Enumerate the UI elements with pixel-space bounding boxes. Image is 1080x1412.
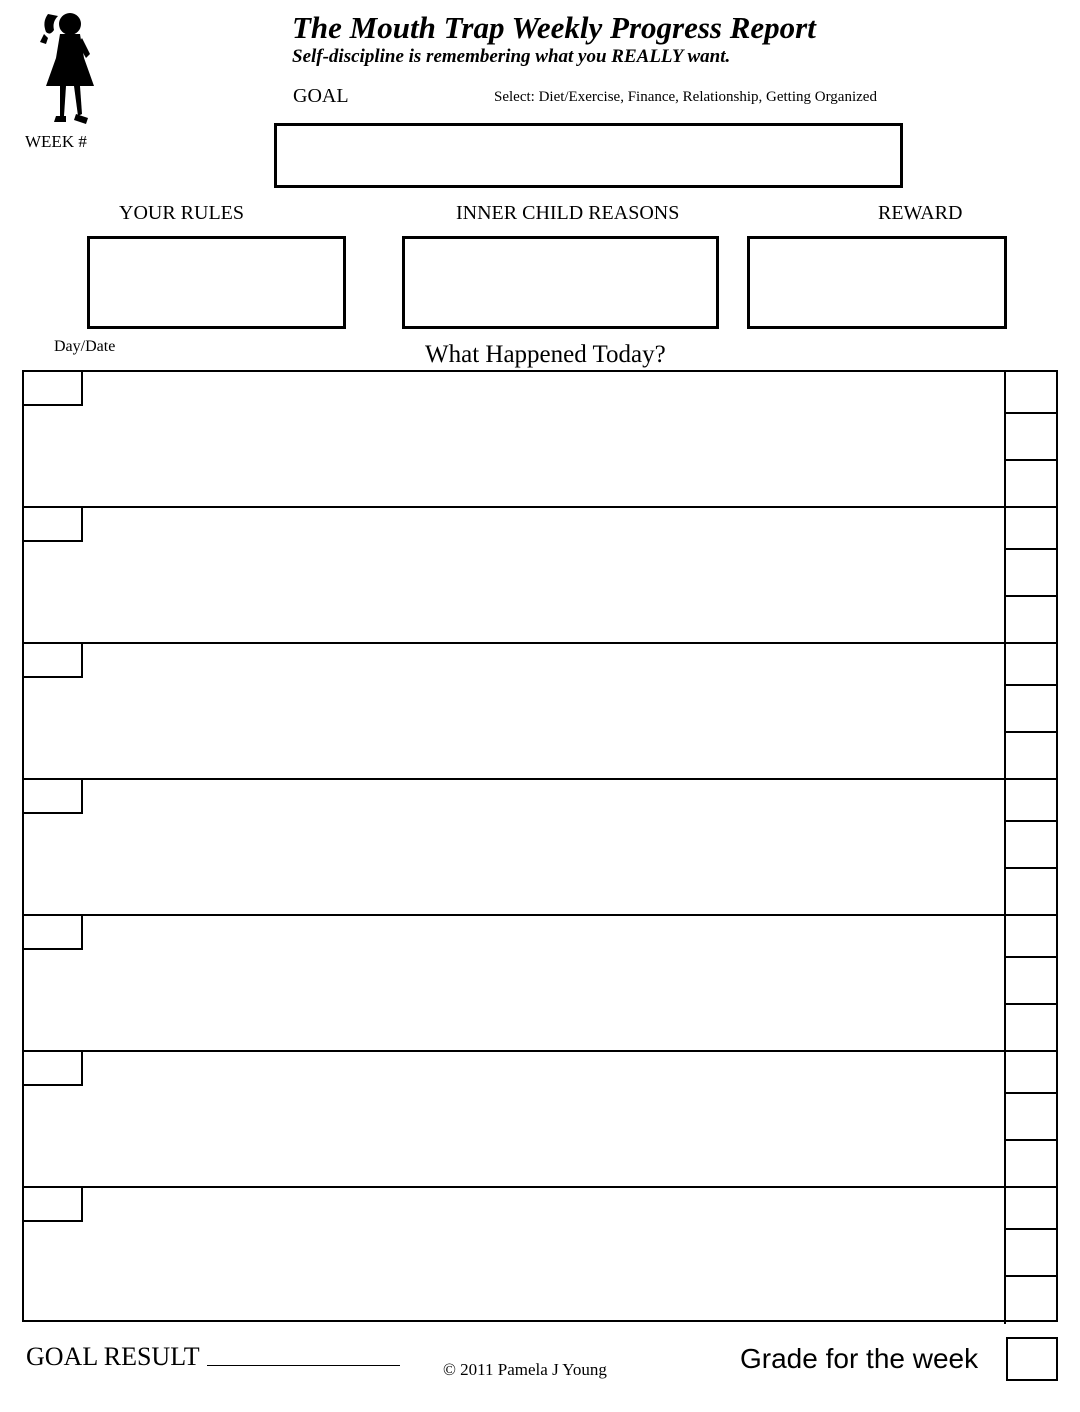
check-column [1004,644,1056,778]
reward-label: REWARD [878,202,963,224]
day-date-cell[interactable] [24,372,83,406]
day-date-cell[interactable] [24,508,83,542]
check-column [1004,916,1056,1050]
check-box[interactable] [1006,686,1056,733]
check-box[interactable] [1006,1188,1056,1230]
check-box[interactable] [1006,1052,1056,1094]
check-column [1004,1188,1056,1324]
check-box[interactable] [1006,550,1056,597]
day-date-cell[interactable] [24,780,83,814]
your-rules-label: YOUR RULES [119,202,245,224]
log-row [24,1052,1056,1188]
log-row [24,916,1056,1052]
check-column [1004,1052,1056,1186]
check-box[interactable] [1006,1277,1056,1322]
log-row [24,780,1056,916]
day-date-cell[interactable] [24,1052,83,1086]
check-box[interactable] [1006,1230,1056,1277]
log-row [24,372,1056,508]
check-box[interactable] [1006,733,1056,778]
copyright-notice: © 2011 Pamela J Young [443,1360,607,1379]
goal-label: GOAL [293,85,349,107]
check-box[interactable] [1006,372,1056,414]
check-box[interactable] [1006,461,1056,506]
grade-for-week-label: Grade for the week [740,1343,979,1374]
check-box[interactable] [1006,508,1056,550]
inner-child-reasons-label: INNER CHILD REASONS [456,202,680,224]
check-column [1004,508,1056,642]
what-happened-label: What Happened Today? [425,341,666,368]
check-column [1004,372,1056,506]
goal-input-box[interactable] [274,123,903,188]
check-box[interactable] [1006,414,1056,461]
daily-log-grid [22,370,1058,1322]
day-date-cell[interactable] [24,916,83,950]
inner-child-reasons-box[interactable] [402,236,719,329]
check-box[interactable] [1006,644,1056,686]
day-date-cell[interactable] [24,644,83,678]
page-title: The Mouth Trap Weekly Progress Report [292,10,816,45]
goal-result-label: GOAL RESULT [26,1342,200,1371]
check-column [1004,780,1056,914]
check-box[interactable] [1006,1005,1056,1050]
check-box[interactable] [1006,1141,1056,1186]
your-rules-box[interactable] [87,236,346,329]
check-box[interactable] [1006,1094,1056,1141]
check-box[interactable] [1006,780,1056,822]
check-box[interactable] [1006,958,1056,1005]
week-number-label: WEEK # [25,132,87,151]
reward-box[interactable] [747,236,1007,329]
day-date-cell[interactable] [24,1188,83,1222]
day-date-label: Day/Date [54,338,116,355]
goal-select-hint: Select: Diet/Exercise, Finance, Relationship, Getting Organized [494,89,877,105]
log-row [24,508,1056,644]
check-box[interactable] [1006,869,1056,914]
girl-silhouette-icon [38,8,102,130]
log-row [24,644,1056,780]
check-box[interactable] [1006,597,1056,642]
goal-result-input-line[interactable] [207,1365,400,1366]
grade-box[interactable] [1006,1337,1058,1381]
page-subtitle: Self-discipline is remembering what you REALLY want. [292,46,731,67]
log-row [24,1188,1056,1324]
check-box[interactable] [1006,822,1056,869]
check-box[interactable] [1006,916,1056,958]
